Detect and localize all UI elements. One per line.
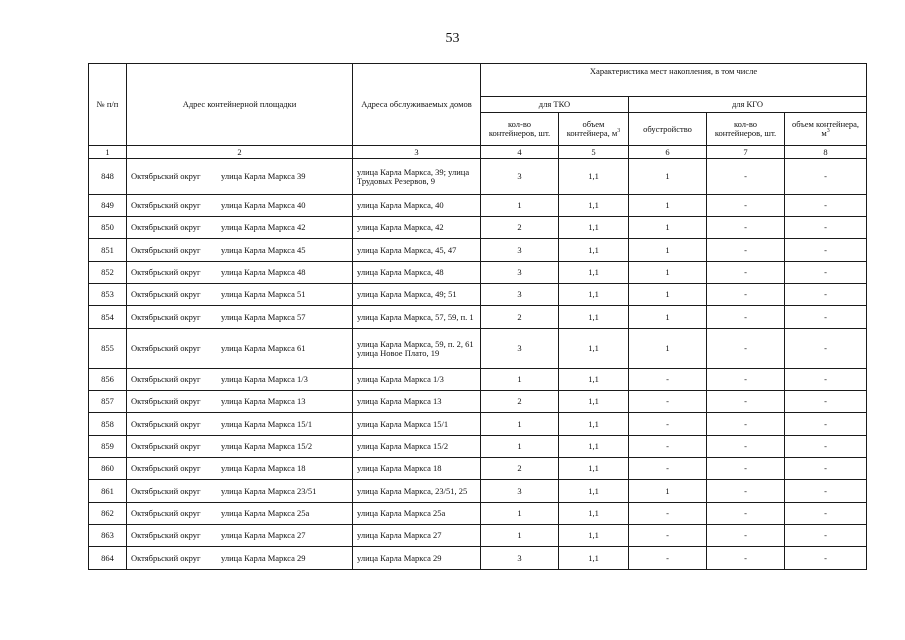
header-kgo-volume-label: объем контейнера, м: [792, 119, 860, 138]
tko-container-volume: 1,1: [559, 436, 629, 458]
header-num: № п/п: [89, 64, 127, 146]
tko-container-count: 1: [481, 503, 559, 525]
tko-container-count: 1: [481, 413, 559, 436]
row-number: 861: [89, 480, 127, 503]
header-tko-volume-label: объем контейнера, м: [566, 119, 618, 138]
kgo-container-volume: -: [785, 525, 867, 547]
site-address: [127, 284, 353, 306]
district-name: Октябрьский округ: [131, 311, 201, 322]
kgo-arrangement: -: [629, 458, 707, 480]
served-houses: улица Карла Маркса 27: [353, 525, 481, 547]
tko-container-volume: 1,1: [559, 369, 629, 391]
header-kgo: для КГО: [629, 97, 867, 113]
header-kgo-arrangement: обустройство: [629, 113, 707, 146]
district-name: Октябрьский округ: [131, 463, 201, 473]
row-number: 856: [89, 369, 127, 391]
row-number: 849: [89, 195, 127, 217]
kgo-container-volume: -: [785, 436, 867, 458]
site-address: [127, 239, 353, 262]
kgo-arrangement: -: [629, 413, 707, 436]
served-houses: улица Карла Маркса, 40: [353, 195, 481, 217]
header-tko-volume: [559, 113, 629, 146]
row-number: 855: [89, 329, 127, 369]
container-sites-table: [88, 63, 867, 570]
table-row: [89, 239, 867, 262]
district-name: Октябрьский округ: [131, 441, 201, 451]
row-number: 857: [89, 391, 127, 413]
kgo-arrangement: 1: [629, 329, 707, 369]
table-row: [89, 547, 867, 570]
site-address: [127, 413, 353, 436]
district-name: Октябрьский округ: [131, 267, 201, 277]
site-address: [127, 436, 353, 458]
table-body: [89, 159, 867, 570]
site-address: [127, 195, 353, 217]
kgo-container-volume: -: [785, 159, 867, 195]
kgo-arrangement: -: [629, 436, 707, 458]
district-name: Октябрьский округ: [131, 244, 201, 255]
kgo-container-count: -: [707, 284, 785, 306]
row-number: 850: [89, 217, 127, 239]
unit-superscript: 3: [617, 128, 621, 135]
kgo-arrangement: 1: [629, 480, 707, 503]
kgo-container-volume: -: [785, 369, 867, 391]
kgo-container-count: -: [707, 436, 785, 458]
table-header: [89, 64, 867, 159]
kgo-arrangement: 1: [629, 217, 707, 239]
header-characteristics: Характеристика мест накопления, в том числе: [481, 64, 867, 97]
row-number: 860: [89, 458, 127, 480]
served-houses: улица Карла Маркса 15/1: [353, 413, 481, 436]
site-address: [127, 217, 353, 239]
kgo-arrangement: -: [629, 503, 707, 525]
served-houses: улица Карла Маркса, 23/51, 25: [353, 480, 481, 503]
street-address: улица Карла Маркса 29: [221, 552, 306, 563]
table-row: [89, 413, 867, 436]
district-name: Октябрьский округ: [131, 530, 201, 540]
served-houses: улица Карла Маркса, 45, 47: [353, 239, 481, 262]
kgo-container-count: -: [707, 503, 785, 525]
served-houses: улица Карла Маркса, 59, п. 2, 61 улица Новое Плато, 19: [353, 329, 481, 369]
column-number-row: [89, 146, 867, 159]
header-kgo-volume: [785, 113, 867, 146]
served-houses: улица Карла Маркса 29: [353, 547, 481, 570]
site-address: [127, 458, 353, 480]
row-number: 859: [89, 436, 127, 458]
kgo-container-volume: -: [785, 217, 867, 239]
site-address: [127, 525, 353, 547]
tko-container-count: 3: [481, 480, 559, 503]
street-address: улица Карла Маркса 27: [221, 530, 306, 540]
served-houses: улица Карла Маркса 25а: [353, 503, 481, 525]
served-houses: улица Карла Маркса 1/3: [353, 369, 481, 391]
street-address: улица Карла Маркса 42: [221, 222, 306, 232]
tko-container-count: 2: [481, 391, 559, 413]
site-address: [127, 480, 353, 503]
row-number: 848: [89, 159, 127, 195]
table-row: [89, 262, 867, 284]
tko-container-count: 3: [481, 284, 559, 306]
table-row: [89, 480, 867, 503]
street-address: улица Карла Маркса 39: [221, 171, 306, 181]
kgo-container-count: -: [707, 391, 785, 413]
column-number: 4: [481, 146, 559, 159]
kgo-arrangement: 1: [629, 195, 707, 217]
tko-container-volume: 1,1: [559, 503, 629, 525]
kgo-container-volume: -: [785, 195, 867, 217]
header-houses: Адреса обслуживаемых домов: [353, 64, 481, 146]
column-number: 7: [707, 146, 785, 159]
kgo-arrangement: -: [629, 391, 707, 413]
column-number: 6: [629, 146, 707, 159]
row-number: 862: [89, 503, 127, 525]
district-name: Октябрьский округ: [131, 289, 201, 299]
district-name: Октябрьский округ: [131, 552, 201, 563]
served-houses: улица Карла Маркса, 57, 59, п. 1: [353, 306, 481, 329]
tko-container-count: 3: [481, 547, 559, 570]
district-name: Октябрьский округ: [131, 418, 201, 429]
kgo-container-count: -: [707, 525, 785, 547]
tko-container-volume: 1,1: [559, 284, 629, 306]
tko-container-volume: 1,1: [559, 217, 629, 239]
tko-container-count: 2: [481, 306, 559, 329]
tko-container-count: 3: [481, 239, 559, 262]
served-houses: улица Карла Маркса, 49; 51: [353, 284, 481, 306]
served-houses: улица Карла Маркса 13: [353, 391, 481, 413]
column-number: 5: [559, 146, 629, 159]
table-row: [89, 284, 867, 306]
row-number: 852: [89, 262, 127, 284]
kgo-arrangement: 1: [629, 284, 707, 306]
street-address: улица Карла Маркса 15/2: [221, 441, 313, 451]
table-row: [89, 503, 867, 525]
kgo-arrangement: -: [629, 525, 707, 547]
kgo-container-volume: -: [785, 306, 867, 329]
tko-container-count: 2: [481, 458, 559, 480]
kgo-container-volume: -: [785, 329, 867, 369]
site-address: [127, 547, 353, 570]
header-tko: для ТКО: [481, 97, 629, 113]
kgo-arrangement: -: [629, 369, 707, 391]
kgo-container-count: -: [707, 480, 785, 503]
kgo-container-volume: -: [785, 503, 867, 525]
table-row: [89, 306, 867, 329]
kgo-container-volume: -: [785, 413, 867, 436]
site-address: [127, 503, 353, 525]
row-number: 851: [89, 239, 127, 262]
street-address: улица Карла Маркса 15/1: [221, 418, 313, 429]
header-tko-count: кол-во контейнеров, шт.: [481, 113, 559, 146]
tko-container-volume: 1,1: [559, 306, 629, 329]
site-address: [127, 369, 353, 391]
tko-container-volume: 1,1: [559, 413, 629, 436]
street-address: улица Карла Маркса 61: [221, 343, 306, 353]
row-number: 853: [89, 284, 127, 306]
district-name: Октябрьский округ: [131, 485, 201, 496]
served-houses: улица Карла Маркса 15/2: [353, 436, 481, 458]
table-row: [89, 391, 867, 413]
district-name: Октябрьский округ: [131, 171, 201, 181]
tko-container-count: 2: [481, 217, 559, 239]
kgo-container-count: -: [707, 547, 785, 570]
table-row: [89, 458, 867, 480]
kgo-container-volume: -: [785, 391, 867, 413]
tko-container-volume: 1,1: [559, 480, 629, 503]
row-number: 858: [89, 413, 127, 436]
tko-container-volume: 1,1: [559, 239, 629, 262]
tko-container-volume: 1,1: [559, 195, 629, 217]
street-address: улица Карла Маркса 40: [221, 200, 306, 210]
row-number: 863: [89, 525, 127, 547]
header-kgo-count: кол-во контейнеров, шт.: [707, 113, 785, 146]
street-address: улица Карла Маркса 18: [221, 463, 306, 473]
kgo-container-count: -: [707, 262, 785, 284]
tko-container-count: 1: [481, 525, 559, 547]
district-name: Октябрьский округ: [131, 508, 201, 518]
tko-container-volume: 1,1: [559, 329, 629, 369]
column-number: 8: [785, 146, 867, 159]
column-number: 3: [353, 146, 481, 159]
site-address: [127, 159, 353, 195]
row-number: 854: [89, 306, 127, 329]
kgo-container-count: -: [707, 217, 785, 239]
street-address: улица Карла Маркса 23/51: [221, 485, 317, 496]
kgo-container-volume: -: [785, 458, 867, 480]
tko-container-count: 3: [481, 159, 559, 195]
unit-superscript: 3: [826, 128, 830, 135]
served-houses: улица Карла Маркса, 42: [353, 217, 481, 239]
kgo-arrangement: 1: [629, 262, 707, 284]
table-row: [89, 369, 867, 391]
column-number: 1: [89, 146, 127, 159]
header-address: Адрес контейнерной площадки: [127, 64, 353, 146]
street-address: улица Карла Маркса 48: [221, 267, 306, 277]
district-name: Октябрьский округ: [131, 374, 201, 384]
street-address: улица Карла Маркса 1/3: [221, 374, 308, 384]
district-name: Октябрьский округ: [131, 200, 201, 210]
street-address: улица Карла Маркса 25а: [221, 508, 310, 518]
kgo-container-count: -: [707, 239, 785, 262]
street-address: улица Карла Маркса 57: [221, 311, 306, 322]
kgo-arrangement: -: [629, 547, 707, 570]
district-name: Октябрьский округ: [131, 222, 201, 232]
kgo-container-count: -: [707, 458, 785, 480]
kgo-container-count: -: [707, 159, 785, 195]
street-address: улица Карла Маркса 45: [221, 244, 306, 255]
table-row: [89, 525, 867, 547]
table-row: [89, 159, 867, 195]
row-number: 864: [89, 547, 127, 570]
kgo-arrangement: 1: [629, 239, 707, 262]
tko-container-count: 3: [481, 329, 559, 369]
kgo-container-count: -: [707, 329, 785, 369]
served-houses: улица Карла Маркса 18: [353, 458, 481, 480]
kgo-container-volume: -: [785, 239, 867, 262]
tko-container-volume: 1,1: [559, 262, 629, 284]
kgo-container-count: -: [707, 369, 785, 391]
site-address: [127, 391, 353, 413]
tko-container-volume: 1,1: [559, 391, 629, 413]
kgo-container-volume: -: [785, 262, 867, 284]
site-address: [127, 306, 353, 329]
district-name: Октябрьский округ: [131, 343, 201, 353]
kgo-arrangement: 1: [629, 159, 707, 195]
tko-container-volume: 1,1: [559, 525, 629, 547]
kgo-container-volume: -: [785, 284, 867, 306]
tko-container-count: 1: [481, 436, 559, 458]
served-houses: улица Карла Маркса, 48: [353, 262, 481, 284]
site-address: [127, 262, 353, 284]
table-row: [89, 436, 867, 458]
kgo-container-count: -: [707, 413, 785, 436]
table-row: [89, 195, 867, 217]
kgo-arrangement: 1: [629, 306, 707, 329]
tko-container-volume: 1,1: [559, 547, 629, 570]
tko-container-volume: 1,1: [559, 159, 629, 195]
kgo-container-count: -: [707, 195, 785, 217]
site-address: [127, 329, 353, 369]
column-number: 2: [127, 146, 353, 159]
page-number: 53: [445, 31, 460, 46]
served-houses: улица Карла Маркса, 39; улица Трудовых Резервов, 9: [353, 159, 481, 195]
tko-container-count: 1: [481, 369, 559, 391]
tko-container-count: 3: [481, 262, 559, 284]
kgo-container-count: -: [707, 306, 785, 329]
kgo-container-volume: -: [785, 547, 867, 570]
kgo-container-volume: -: [785, 480, 867, 503]
district-name: Октябрьский округ: [131, 396, 201, 406]
table-row: [89, 217, 867, 239]
tko-container-count: 1: [481, 195, 559, 217]
street-address: улица Карла Маркса 51: [221, 289, 306, 299]
tko-container-volume: 1,1: [559, 458, 629, 480]
street-address: улица Карла Маркса 13: [221, 396, 306, 406]
table-row: [89, 329, 867, 369]
